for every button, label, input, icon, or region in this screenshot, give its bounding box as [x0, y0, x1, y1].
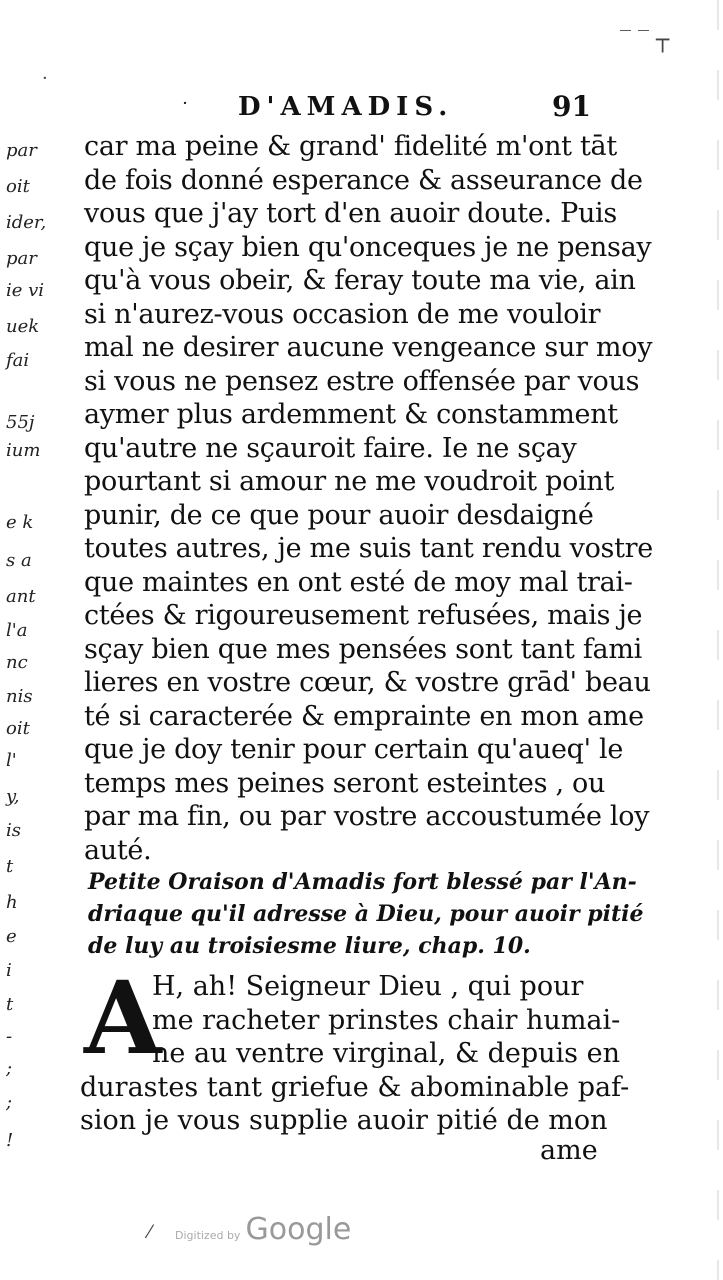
margin-fragment: fai [6, 350, 30, 371]
margin-fragment: par [6, 248, 37, 269]
margin-fragment: oit [6, 718, 30, 739]
chapter-caption [88, 866, 644, 962]
caption-line: de luy au troisiesme liure, chap. 10. [88, 933, 531, 959]
text-line: vous que j'ay tort d'en auoir doute. Puis [84, 198, 617, 229]
google-logo: Google [245, 1212, 352, 1247]
digitization-watermark [175, 1212, 351, 1247]
text-line: que je sçay bien qu'onceques je ne pensay [84, 231, 652, 263]
margin-fragment: ider, [6, 212, 47, 233]
header-ornament: ˙ [180, 98, 190, 122]
stray-mark: ⁄ [148, 1222, 152, 1243]
text-line: qu'à vous obeir, & feray toute ma vie, ain [84, 265, 636, 296]
drop-cap: A [84, 959, 162, 1077]
margin-fragment: is [6, 820, 21, 841]
text-line: par ma fin, ou par vostre accoustumée loy [84, 801, 650, 832]
text-line: sçay bien que mes pensées sont tant fami [84, 633, 642, 665]
running-title: D'AMADIS. [238, 92, 454, 122]
caption-line: Petite Oraison d'Amadis fort blessé par l'An- [88, 869, 637, 895]
text-line: que maintes en ont esté de moy mal trai- [84, 566, 633, 598]
margin-fragment: uek [6, 316, 40, 337]
margin-fragment: 55j [6, 412, 35, 433]
text-line: mal ne desirer aucune vengeance sur moy [84, 332, 653, 363]
margin-fragment: i [6, 960, 12, 981]
margin-fragment: e [6, 926, 17, 947]
text-line: si n'aurez-vous occasion de me vouloir [84, 298, 601, 330]
catchword: ame [540, 1135, 598, 1166]
caption-line: driaque qu'il adresse à Dieu, pour auoir pitié [88, 901, 644, 927]
text-line: que je doy tenir pour certain qu'aueq' le [84, 734, 624, 765]
margin-fragment: oit [6, 176, 30, 197]
text-line: car ma peine & grand' fidelité m'ont tāt [84, 131, 617, 162]
page-edge [713, 0, 723, 1280]
margin-fragment: nc [6, 652, 28, 673]
margin-fragment: t [6, 856, 14, 877]
text-line: pourtant si amour ne me voudroit point [84, 466, 615, 497]
prayer-line: me racheter prinstes chair humai- [152, 1004, 621, 1036]
margin-fragment: ie vi [6, 280, 45, 301]
text-line: punir, de ce que pour auoir desdaigné [84, 499, 594, 531]
prayer-line: durastes tant griefue & abominable paf- [80, 1071, 630, 1103]
stray-mark: · [42, 68, 48, 89]
text-line: de fois donné esperance & asseurance de [84, 164, 643, 196]
prayer-line: sion je vous supplie auoir pitié de mon [80, 1105, 608, 1136]
margin-fragment: - [6, 1026, 13, 1047]
margin-fragment: s a [6, 550, 32, 571]
text-line: aymer plus ardemment & constamment [84, 399, 618, 430]
text-line: toutes autres, je me suis tant rendu vostre [84, 533, 653, 564]
text-line: ctées & rigoureusement refusées, mais je [84, 600, 643, 631]
margin-fragment: ium [6, 440, 41, 461]
margin-fragment: h [6, 892, 18, 913]
margin-fragment: l'a [6, 620, 28, 641]
stray-mark: ‾ ‾ ┬ [620, 28, 670, 53]
margin-fragment: e k [6, 512, 34, 533]
margin-fragment: ; [6, 1058, 13, 1079]
body-text [84, 130, 653, 867]
prayer-text [80, 959, 630, 1138]
prayer-line: H, ah! Seigneur Dieu , qui pour [152, 971, 584, 1002]
margin-fragment: l' [6, 750, 17, 771]
page-number: 91 [552, 90, 591, 123]
text-line: auté. [84, 834, 152, 866]
text-line: qu'autre ne sçauroit faire. Ie ne sçay [84, 432, 577, 464]
margin-fragment: ! [6, 1130, 14, 1151]
text-line: té si caracterée & emprainte en mon ame [84, 700, 644, 732]
margin-fragment: par [6, 140, 37, 161]
prayer-line: ne au ventre virginal, & depuis en [152, 1038, 620, 1069]
text-line: si vous ne pensez estre offensée par vous [84, 365, 640, 397]
margin-fragment: y, [6, 786, 20, 807]
digitized-label: Digitized by [175, 1229, 241, 1242]
text-line: lieres en vostre cœur, & vostre grād' beau [84, 667, 651, 698]
margin-fragment: ; [6, 1092, 13, 1113]
text-line: temps mes peines seront esteintes , ou [84, 767, 606, 799]
margin-fragment: nis [6, 686, 33, 707]
margin-fragment: ant [6, 586, 36, 607]
margin-fragment: t [6, 994, 14, 1015]
running-header [180, 92, 600, 132]
